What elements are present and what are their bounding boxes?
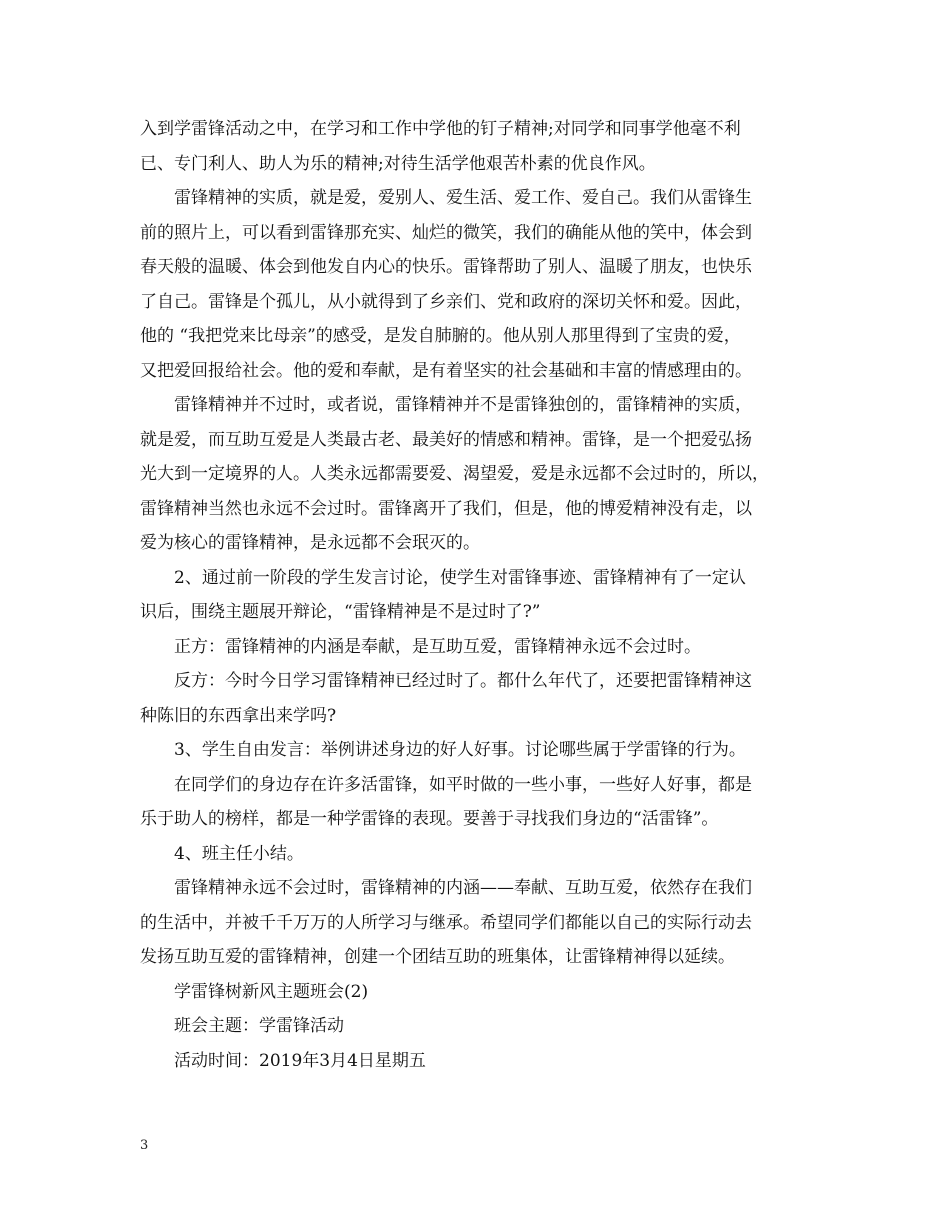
text-line: 发扬互助互爱的雷锋精神，创建一个团结互助的班集体，让雷锋精神得以延续。 bbox=[140, 947, 735, 967]
text-line: 活动时间：2019年3月4日星期五 bbox=[174, 1050, 426, 1071]
document-body bbox=[140, 112, 820, 1078]
text-line: 爱为核心的雷锋精神，是永远都不会珉灭的。 bbox=[140, 533, 480, 553]
text-line: 4、班主任小结。 bbox=[174, 843, 304, 864]
text-line: 正方：雷锋精神的内涵是奉献，是互助互爱，雷锋精神永远不会过时。 bbox=[174, 636, 701, 657]
text-line: 在同学们的身边存在许多活雷锋，如平时做的一些小事，一些好人好事，都是 bbox=[174, 774, 752, 795]
text-line: 班会主题：学雷锋活动 bbox=[174, 1016, 344, 1036]
text-line: 光大到一定境界的人。人类永远都需要爱、渴望爱，爱是永远都不会过时的，所以， bbox=[140, 464, 769, 484]
text-line: 就是爱，而互助互爱是人类最古老、最美好的情感和精神。雷锋，是一个把爱弘扬 bbox=[140, 429, 752, 450]
text-line: 他的 “我把党来比母亲”的感受，是发自肺腑的。他从别人那里得到了宝贵的爱， bbox=[140, 326, 741, 346]
text-line: 已、专门利人、助人为乐的精神;对待生活学他艰苦朴素的优良作风。 bbox=[140, 153, 656, 174]
text-line: 雷锋精神永远不会过时，雷锋精神的内涵——奉献、互助互爱，依然存在我们 bbox=[174, 878, 752, 898]
text-line: 3、学生自由发言：举例讲述身边的好人好事。讨论哪些属于学雷锋的行为。 bbox=[174, 740, 746, 760]
text-line: 前的照片上，可以看到雷锋那充实、灿烂的微笑，我们的确能从他的笑中，体会到 bbox=[140, 222, 752, 243]
text-line: 又把爱回报给社会。他的爱和奉献，是有着坚实的社会基础和丰富的情感理由的。 bbox=[140, 360, 752, 381]
text-line: 入到学雷锋活动之中，在学习和工作中学他的钉子精神;对同学和同事学他毫不利 bbox=[140, 119, 741, 139]
text-line: 反方：今时今日学习雷锋精神已经过时了。都什么年代了，还要把雷锋精神这 bbox=[174, 671, 752, 691]
text-line: 学雷锋树新风主题班会(2) bbox=[174, 981, 369, 1002]
text-line: 雷锋精神当然也永远不会过时。雷锋离开了我们，但是，他的博爱精神没有走，以 bbox=[140, 498, 752, 519]
text-line: 雷锋精神的实质，就是爱，爱别人、爱生活、爱工作、爱自己。我们从雷锋生 bbox=[174, 188, 752, 208]
text-line: 乐于助人的榜样，都是一种学雷锋的表现。要善于寻找我们身边的“活雷锋”。 bbox=[140, 809, 719, 829]
text-line: 雷锋精神并不过时，或者说，雷锋精神并不是雷锋独创的，雷锋精神的实质， bbox=[174, 395, 752, 415]
text-line: 种陈旧的东西拿出来学吗? bbox=[140, 705, 337, 726]
text-line: 识后，围绕主题展开辩论，“雷锋精神是不是过时了?” bbox=[140, 602, 541, 622]
page-number: 3 bbox=[140, 1138, 149, 1153]
text-line: 2、通过前一阶段的学生发言讨论，使学生对雷锋事迹、雷锋精神有了一定认 bbox=[174, 567, 746, 588]
text-line: 春天般的温暖、体会到他发自内心的快乐。雷锋帮助了别人、温暖了朋友，也快乐 bbox=[140, 257, 752, 277]
text-line: 了自己。雷锋是个孤儿，从小就得到了乡亲们、党和政府的深切关怀和爱。因此， bbox=[140, 291, 752, 312]
text-line: 的生活中，并被千千万万的人所学习与继承。希望同学们都能以自己的实际行动去 bbox=[140, 912, 752, 933]
